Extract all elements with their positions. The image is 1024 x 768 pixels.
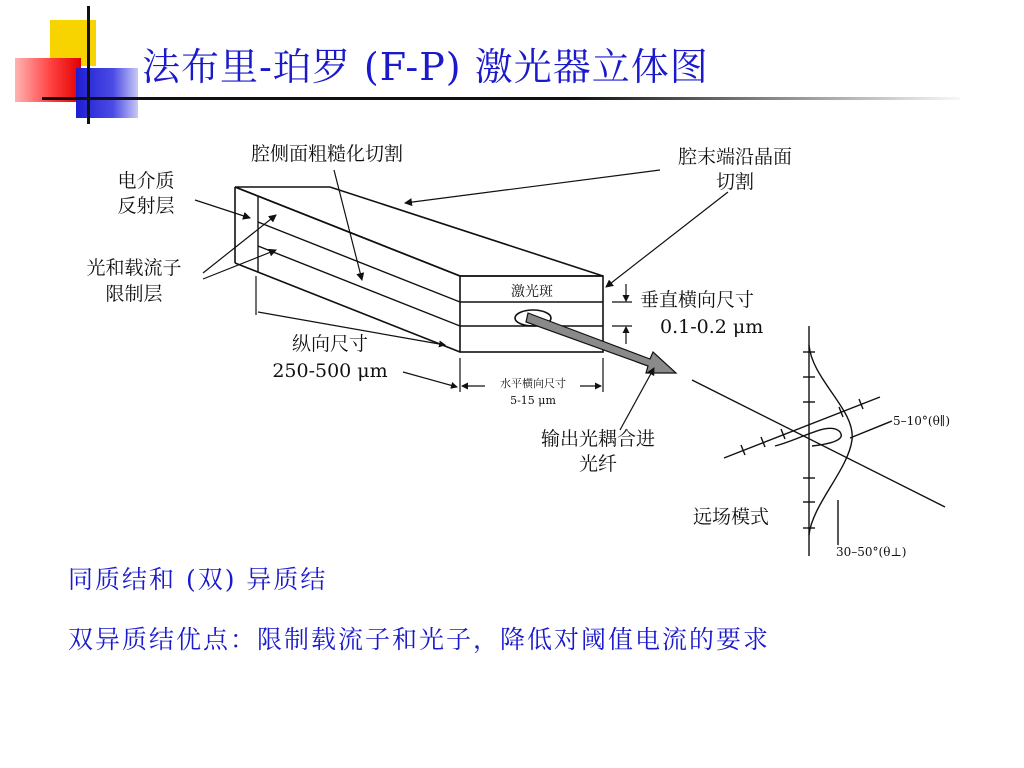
label-longitudinal-1: 纵向尺寸	[291, 333, 369, 355]
label-side-cut: 腔侧面粗糙化切割	[250, 143, 404, 165]
label-vertical-1: 垂直横向尺寸	[640, 289, 755, 311]
vertical-dimension	[612, 284, 632, 344]
label-far-field: 远场模式	[692, 506, 770, 528]
diagram-labels	[86, 143, 950, 559]
label-end-cut-2: 切割	[715, 171, 755, 193]
label-spot: 激光斑	[511, 284, 553, 300]
label-dielectric-1: 电介质	[117, 170, 175, 192]
slide-title: 法布里-珀罗 (F-P) 激光器立体图	[142, 45, 709, 89]
bullet-text-2: 双异质结优点：限制载流子和光子，降低对阈值电流的要求	[68, 625, 771, 654]
label-horizontal-1: 水平横向尺寸	[500, 377, 566, 390]
label-horizontal-2: 5-15 μm	[510, 394, 556, 407]
chip-top-face	[235, 187, 603, 276]
label-confine-1: 光和载流子	[86, 257, 182, 279]
label-vertical-2: 0.1-0.2 μm	[660, 316, 764, 338]
bullet-text-1: 同质结和 (双) 异质结	[68, 565, 328, 594]
label-confine-2: 限制层	[105, 283, 163, 305]
label-end-cut-1: 腔末端沿晶面	[677, 146, 793, 168]
label-theta-perp: 30–50°(θ⊥)	[836, 545, 907, 559]
label-dielectric-2: 反射层	[117, 195, 175, 217]
label-output-1: 输出光耦合进	[540, 428, 656, 450]
output-beam-arrow	[526, 313, 676, 373]
label-theta-parallel: 5–10°(θ∥)	[893, 414, 951, 428]
label-output-2: 光纤	[578, 453, 618, 475]
label-longitudinal-2: 250-500 μm	[272, 360, 388, 382]
